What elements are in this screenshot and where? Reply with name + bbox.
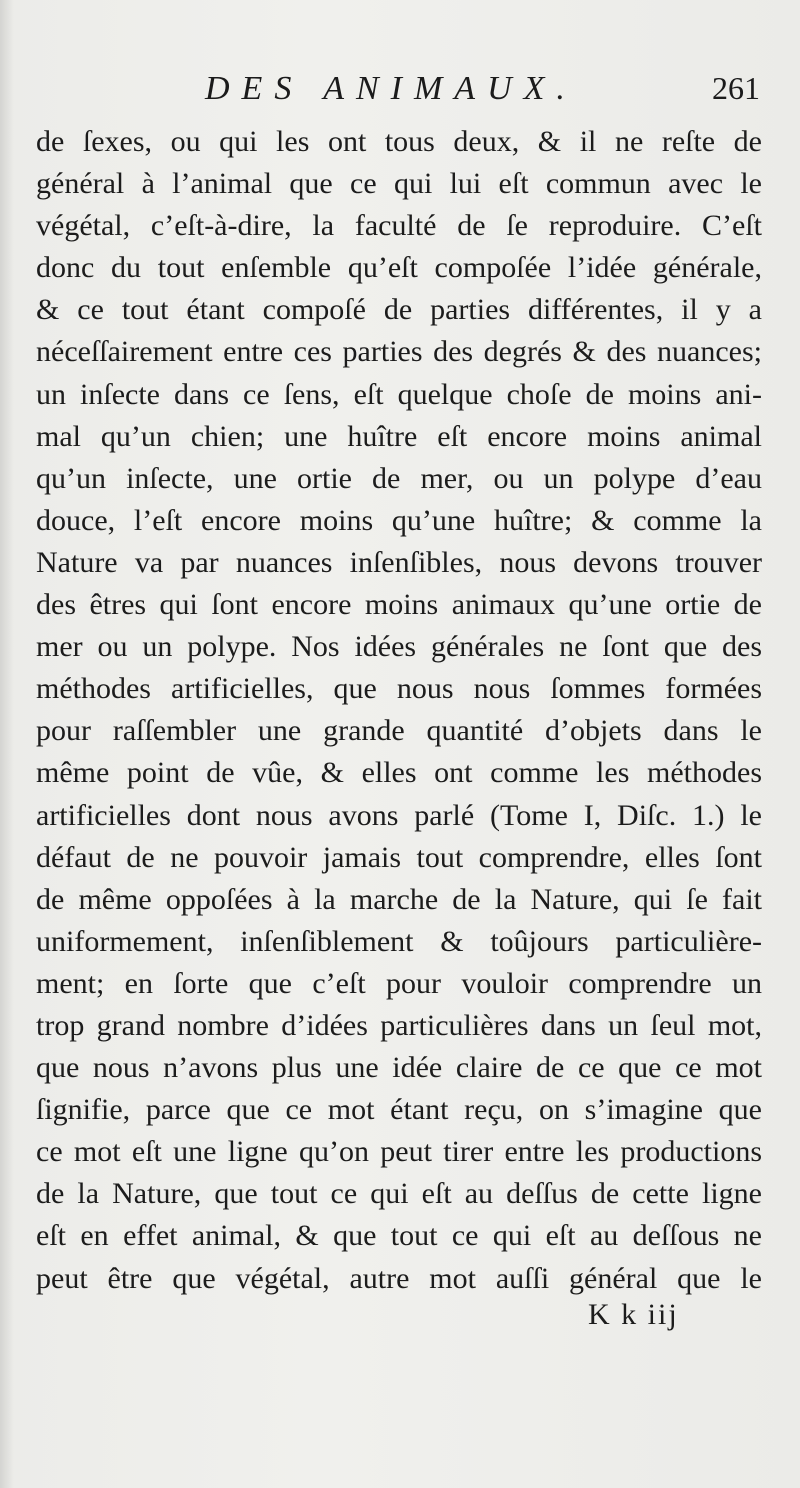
text-line: qu’un inſecte, une ortie de mer, ou un polype d’eau [36,461,762,495]
running-title: DES ANIMAUX. [205,70,577,107]
page-number: 261 [712,70,760,106]
text-line: artificielles dont nous avons parlé (Tome I, Diſc. 1.) le [36,798,762,832]
signature-mark: K k iij [588,1298,679,1331]
text-line: néceſſairement entre ces parties des degrés & des nuances; [36,335,762,369]
text-line: trop grand nombre d’idées particulières dans un ſeul mot, [36,1008,762,1042]
text-line: douce, l’eſt encore moins qu’une huître; & comme la [36,503,762,537]
text-line: mer ou un polype. Nos idées générales ne ſont que des [36,630,762,664]
text-line: peut être que végétal, autre mot auſſi général que le [36,1261,762,1295]
page-header [40,70,760,120]
text-line: donc du tout enſemble qu’eſt compoſée l’idée générale, [36,251,762,285]
text-line: de même oppoſées à la marche de la Nature, qui ſe fait [36,882,762,916]
body-text [36,121,762,1300]
text-line: général à l’animal que ce qui lui eſt commun avec le [36,167,762,201]
text-line: végétal, c’eſt-à-dire, la faculté de ſe reproduire. C’eſt [36,209,762,243]
text-line: de ſexes, ou qui les ont tous deux, & il ne reſte de [36,125,762,158]
text-line: ſignifie, parce que ce mot étant reçu, on s’imagine que [36,1093,762,1127]
text-line: ce mot eſt une ligne qu’on peut tirer entre les productions [36,1135,762,1169]
text-line: uniformement, inſenſiblement & toûjours particulière- [36,924,762,958]
text-line: des êtres qui ſont encore moins animaux qu’une ortie de [36,588,762,622]
text-line: même point de vûe, & elles ont comme les méthodes [36,756,762,790]
text-line: un inſecte dans ce ſens, eſt quelque choſe de moins ani- [36,377,762,411]
page-gutter-shadow [0,0,14,1488]
text-line: mal qu’un chien; une huître eſt encore moins animal [36,419,762,453]
text-line: eſt en effet animal, & que tout ce qui eſt au deſſous ne [36,1219,762,1253]
text-line: pour raſſembler une grande quantité d’objets dans le [36,714,762,748]
text-line: défaut de ne pouvoir jamais tout comprendre, elles ſont [36,840,762,874]
text-line: de la Nature, que tout ce qui eſt au deſſus de cette ligne [36,1177,762,1211]
text-line: ment; en ſorte que c’eſt pour vouloir comprendre un [36,966,762,1000]
text-line: & ce tout étant compoſé de parties différentes, il y a [36,293,762,327]
text-line: Nature va par nuances inſenſibles, nous devons trouver [36,545,762,579]
text-line: méthodes artificielles, que nous nous ſommes formées [36,672,762,706]
text-line: que nous n’avons plus une idée claire de ce que ce mot [36,1051,762,1085]
